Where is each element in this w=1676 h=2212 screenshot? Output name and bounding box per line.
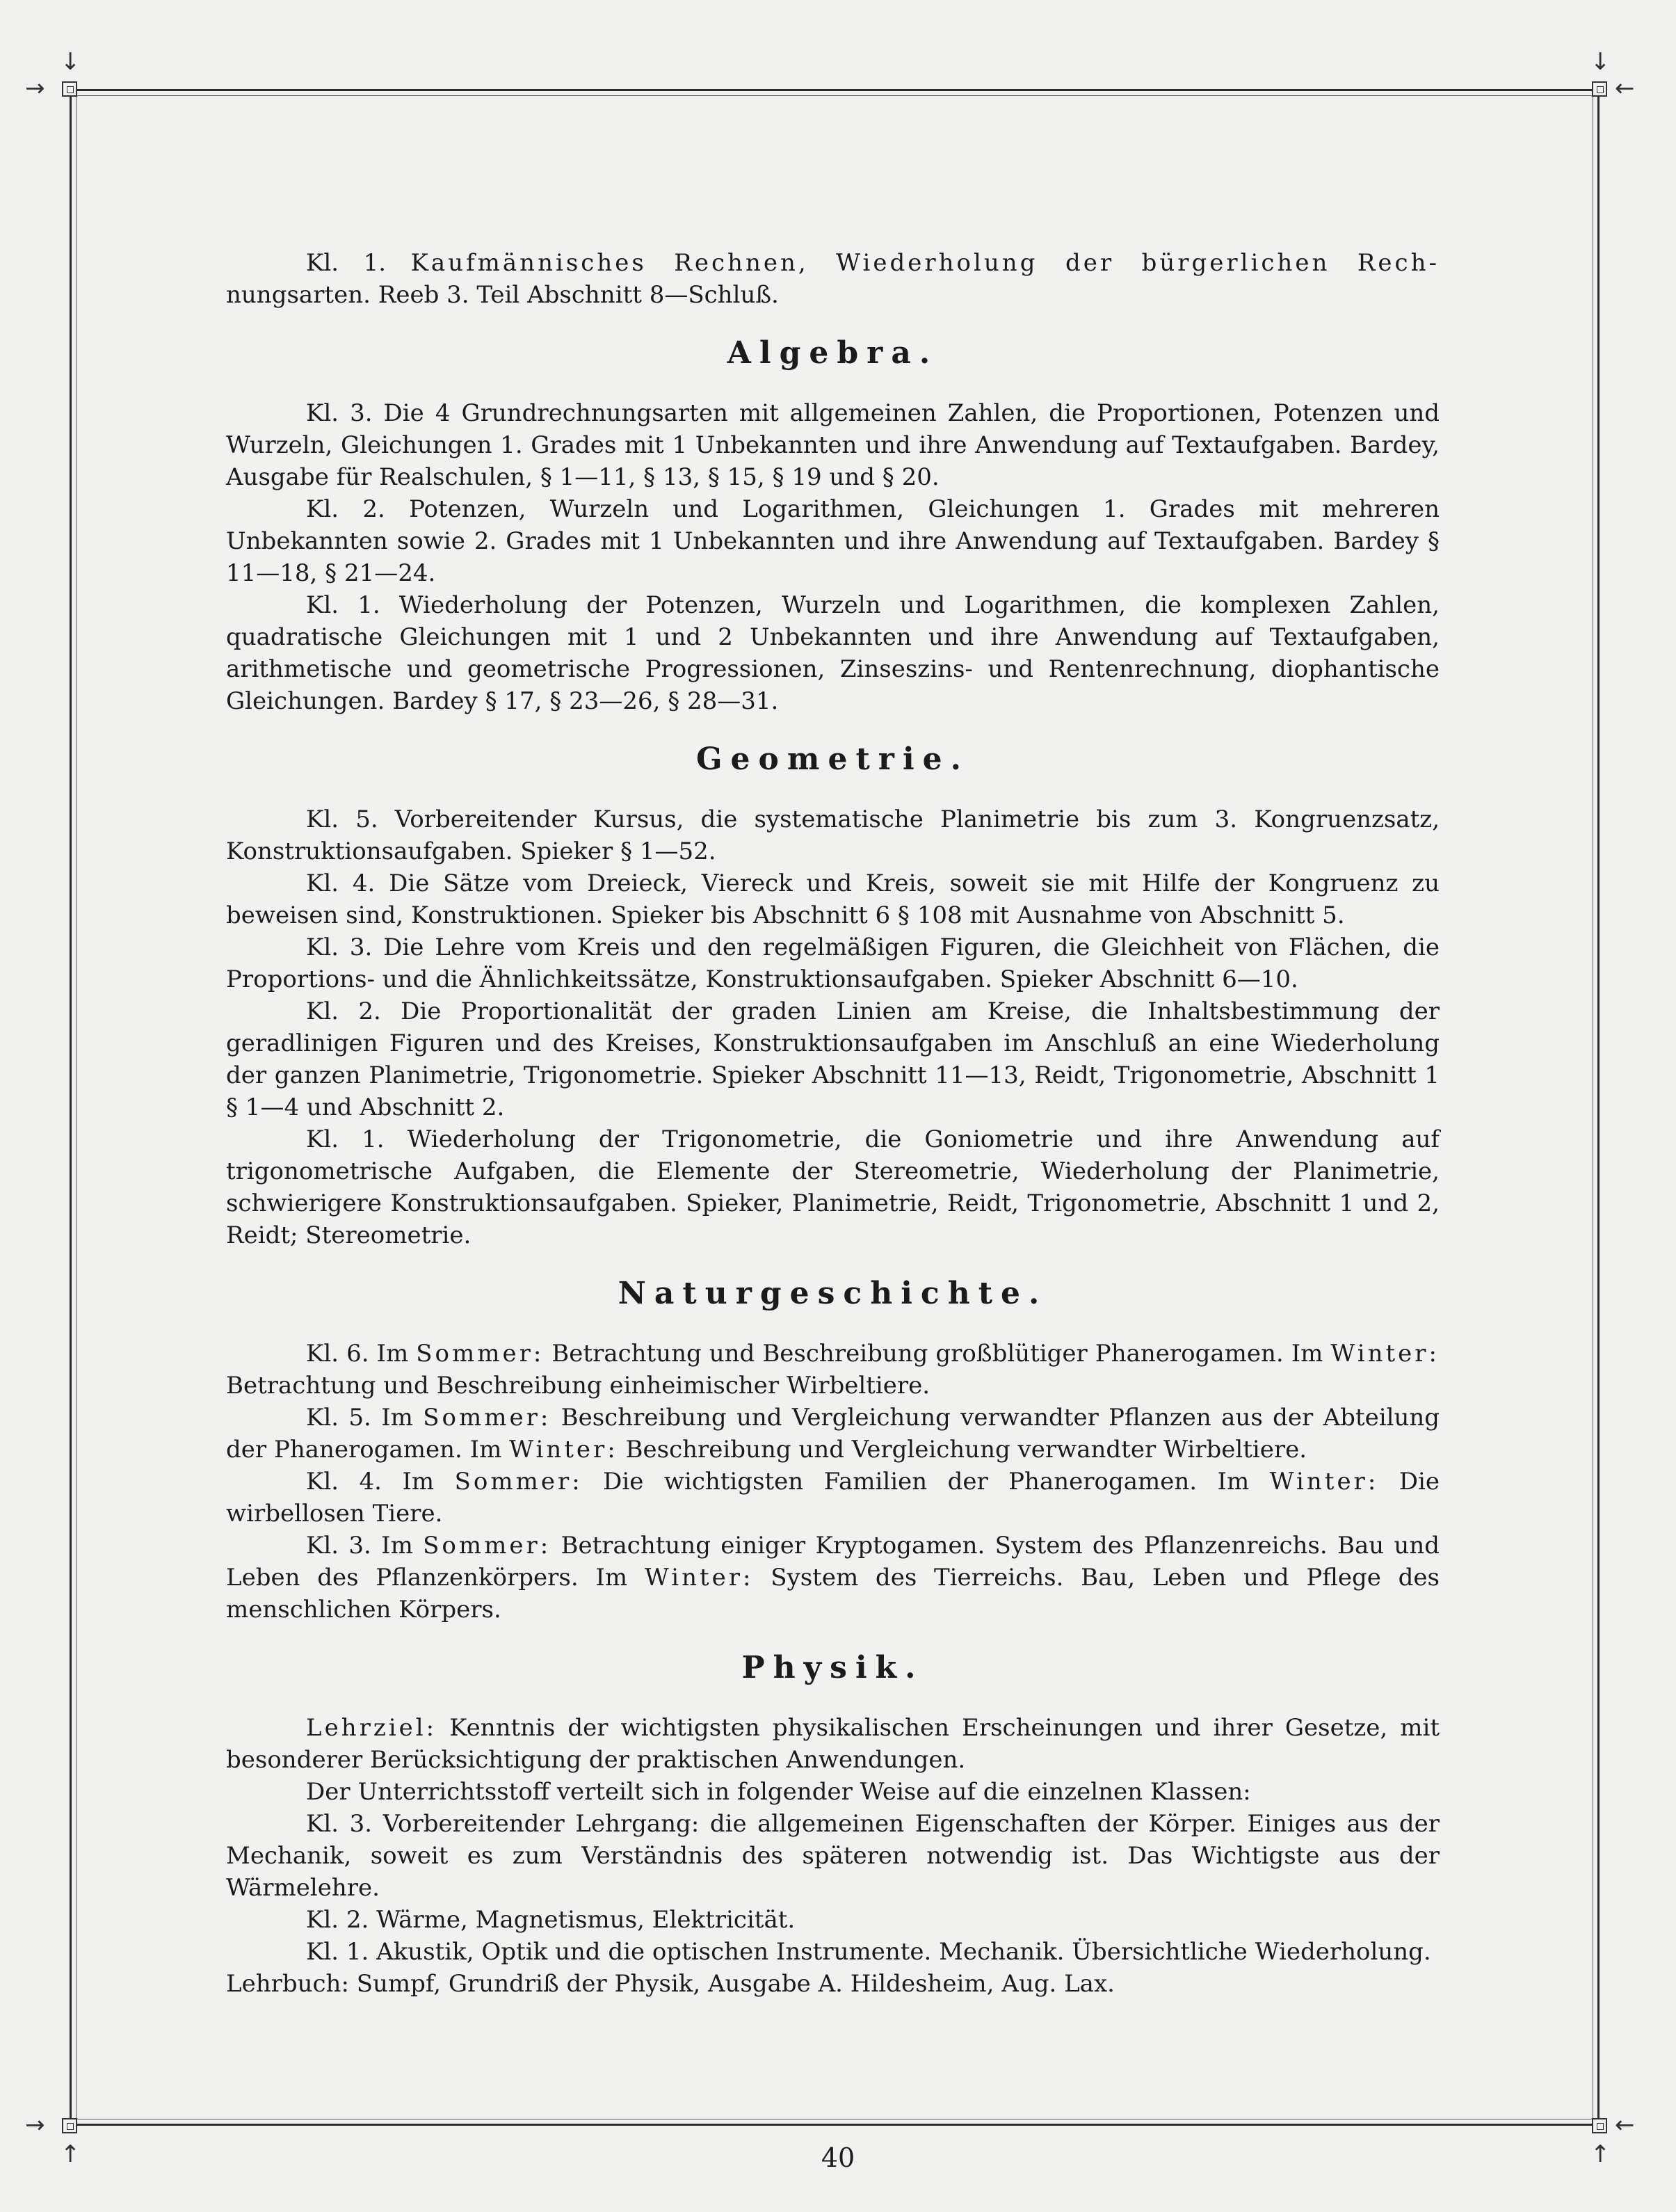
algebra-paragraph: Kl. 3. Die 4 Grundrechnungsarten mit allgemeinen Zahlen, die Proportionen, Potenzen und Wurzeln, Gleichungen 1. Grades mit 1 Unbekannten und ihre Anwendung auf Textaufgaben. Bardey, Ausgabe für Realschulen, § 1—11, § 13, § 15, § 19 und § 20.: [226, 399, 1440, 491]
section-heading-geometrie: Geometrie.: [695, 742, 969, 777]
geometrie-paragraph: Kl. 4. Die Sätze vom Dreieck, Viereck und Kreis, soweit sie mit Hilfe der Kongruenz zu beweisen sind, Konstruktionen. Spieker bis Abschnitt 6 § 108 mit Ausnahme von Abschnitt 5.: [226, 869, 1440, 929]
corner-ornament-bottom-right: [1592, 2118, 1607, 2133]
paragraph-text: Die wichtigsten Familien der Phanerogamen. Im: [582, 1468, 1270, 1496]
physik-lehrbuch: Lehrbuch: Sumpf, Grundriß der Physik, Ausgabe A. Hildesheim, Aug. Lax.: [226, 1970, 1115, 1998]
naturgeschichte-paragraph: [226, 1466, 1440, 1530]
intro-rest: nungsarten. Reeb 3. Teil Abschnitt 8—Schluß.: [226, 281, 779, 309]
arrow-left-icon: ←: [1615, 2111, 1635, 2139]
page-content: [226, 247, 1440, 2000]
class-label: Kl. 6. Im: [306, 1340, 417, 1368]
algebra-paragraph: Kl. 2. Potenzen, Wurzeln und Logarithmen, Gleichungen 1. Grades mit mehreren Unbekannten sowie 2. Grades mit 1 Unbekannten und ihre Anwendung auf Textaufgaben. Bardey § 11—18, § 21—24.: [226, 495, 1440, 587]
section-heading-physik: Physik.: [741, 1650, 924, 1685]
physik-paragraph: Kl. 1. Akustik, Optik und die optischen Instrumente. Mechanik. Übersichtliche Wiederholung.: [306, 1938, 1431, 1966]
arrow-up-icon: ↑: [61, 2140, 81, 2168]
lehrziel-label: Lehrziel:: [306, 1714, 437, 1742]
class-label: Kl. 4. Im: [306, 1468, 455, 1496]
naturgeschichte-paragraph: [226, 1402, 1440, 1466]
section-heading-algebra: Algebra.: [727, 335, 939, 371]
arrow-right-icon: →: [25, 2111, 45, 2139]
arrow-left-icon: ←: [1615, 74, 1635, 102]
paragraph-text: System des Tierreichs. Bau, Leben und Pflege des menschlichen Körpers.: [226, 1564, 1440, 1624]
paragraph-text: Betrachtung einiger Kryptogamen. System des Pflanzenreichs. Bau und Leben des Pflanzenkörpers. Im: [226, 1532, 1440, 1592]
geometrie-paragraph: Kl. 1. Wiederholung der Trigonometrie, die Goniometrie und ihre Anwendung auf trigonometrische Aufgaben, die Elemente der Stereometrie, Wiederholung der Planimetrie, schwierigere Konstruktionsaufgaben. Spieker, Planimetrie, Reidt, Trigonometrie, Abschnitt 1 und 2, Reidt; Stereometrie.: [226, 1125, 1440, 1249]
paragraph-text: Die wirbellosen Tiere.: [226, 1468, 1440, 1528]
paragraph-text: Betrachtung und Beschreibung großblütiger Phanerogamen. Im: [544, 1340, 1331, 1368]
physik-paragraph: Kl. 3. Vorbereitender Lehrgang: die allgemeinen Eigenschaften der Körper. Einiges aus der Mechanik, soweit es zum Verständnis des späteren notwendig ist. Das Wichtigste aus der Wärmelehre.: [226, 1810, 1440, 1902]
season-label-sommer: Sommer:: [416, 1340, 545, 1368]
algebra-paragraph: Kl. 1. Wiederholung der Potenzen, Wurzeln und Logarithmen, die komplexen Zahlen, quadratische Gleichungen mit 1 und 2 Unbekannten und ihre Anwendung auf Textaufgaben, arithmetische und geometrische Progressionen, Zinseszins- und Rentenrechnung, diophantische Gleichungen. Bardey § 17, § 23—26, § 28—31.: [226, 591, 1440, 715]
corner-ornament-top-right: [1592, 81, 1607, 97]
season-label-sommer: Sommer:: [423, 1404, 551, 1432]
intro-label: Kl. 1.: [306, 249, 387, 277]
geometrie-paragraph: Kl. 2. Die Proportionalität der graden Linien am Kreise, die Inhaltsbestimmung der geradlinigen Figuren und des Kreises, Konstruktionsaufgaben im Anschluß an eine Wiederholung der ganzen Planimetrie, Trigonometrie. Spieker Abschnitt 11—13, Reidt, Trigonometrie, Abschnitt 1 § 1—4 und Abschnitt 2.: [226, 997, 1440, 1121]
corner-ornament-bottom-left: [62, 2118, 77, 2133]
paragraph-text: Beschreibung und Vergleichung verwandter Wirbeltiere.: [618, 1436, 1307, 1464]
season-label-sommer: Sommer:: [423, 1532, 551, 1560]
naturgeschichte-paragraph: [226, 1338, 1440, 1402]
naturgeschichte-paragraph: [226, 1530, 1440, 1626]
class-label: Kl. 3. Im: [306, 1532, 424, 1560]
arrow-down-icon: ↓: [1590, 48, 1611, 76]
intro-spaced-text: Kaufmännisches Rechnen, Wiederholung der bürgerlichen Rech-: [410, 249, 1440, 277]
corner-ornament-top-left: [62, 81, 77, 97]
season-label-winter: Winter:: [644, 1564, 754, 1592]
arrow-right-icon: →: [25, 74, 45, 102]
paragraph-text: Beschreibung und Vergleichung verwandter Pflanzen aus der Abteilung der Phanerogamen. Im: [226, 1404, 1440, 1464]
physik-lehrziel: [226, 1712, 1440, 1776]
arrow-down-icon: ↓: [61, 48, 81, 76]
intro-paragraph: [226, 247, 1440, 311]
season-label-winter: Winter:: [1330, 1340, 1440, 1368]
lehrziel-text: Kenntnis der wichtigsten physikalischen Erscheinungen und ihrer Gesetze, mit besonderer Berücksichtigung der praktischen Anwendungen.: [226, 1714, 1440, 1774]
geometrie-paragraph: Kl. 3. Die Lehre vom Kreis und den regelmäßigen Figuren, die Gleichheit von Flächen, die Proportions- und die Ähnlichkeitssätze, Konstruktionsaufgaben. Spieker Abschnitt 6—10.: [226, 933, 1440, 993]
section-heading-naturgeschichte: Naturgeschichte.: [618, 1276, 1048, 1311]
class-label: Kl. 5. Im: [306, 1404, 424, 1432]
physik-paragraph: Der Unterrichtsstoff verteilt sich in folgender Weise auf die einzelnen Klassen:: [306, 1778, 1251, 1806]
page-number: 40: [821, 2142, 855, 2173]
arrow-up-icon: ↑: [1590, 2140, 1611, 2168]
geometrie-paragraph: Kl. 5. Vorbereitender Kursus, die systematische Planimetrie bis zum 3. Kongruenzsatz, Konstruktionsaufgaben. Spieker § 1—52.: [226, 806, 1440, 865]
season-label-sommer: Sommer:: [454, 1468, 583, 1496]
season-label-winter: Winter:: [509, 1436, 618, 1464]
season-label-winter: Winter:: [1269, 1468, 1379, 1496]
paragraph-text: Betrachtung und Beschreibung einheimischer Wirbeltiere.: [226, 1372, 930, 1400]
physik-paragraph: Kl. 2. Wärme, Magnetismus, Elektricität.: [306, 1906, 796, 1934]
